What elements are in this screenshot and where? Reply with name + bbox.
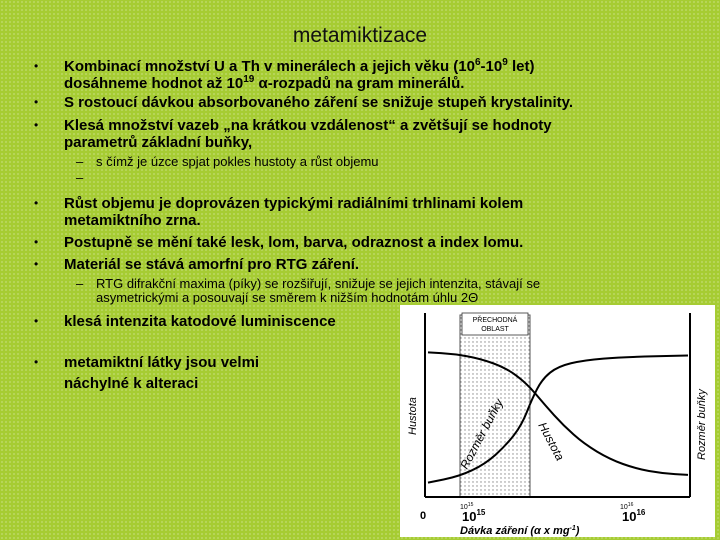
dash-marker: – <box>76 276 84 291</box>
x-tick-1: $10^{15}$ <box>462 508 486 524</box>
sub-item-text-line2: asymetrickými a posouvají se směrem k nižším hodnotám úhlu 2Θ <box>96 290 479 305</box>
bullet-marker: • <box>34 118 39 132</box>
bullet-text: Kombinací množství U a Th v minerálech a jejich věku ($10^6-10^9$ let) <box>64 57 535 75</box>
y-axis-label-left: Hustota <box>407 397 419 435</box>
sub-item-text: s čímž je úzce spjat pokles hustoty a růst objemu <box>96 154 379 169</box>
region-label-line1: PŘECHODNÁ <box>472 317 518 324</box>
bullet-text: S rostoucí dávkou absorbovaného záření se snižuje stupeň krystalinity. <box>64 94 574 111</box>
bullet-marker: • <box>34 355 39 369</box>
region-label-line2: OBLAST <box>481 326 509 333</box>
bullet-marker: • <box>34 257 39 271</box>
bullet-text-line2: parametrů základní buňky, <box>64 134 253 151</box>
metamictization-chart <box>400 305 715 537</box>
bullet-text: Materiál se stává amorfní pro RTG záření. <box>64 256 360 273</box>
bullet-text-line2: náchylné k alteraci <box>64 375 199 392</box>
series-label-density: Hustota <box>535 419 568 463</box>
bullet-marker: • <box>34 235 39 249</box>
bullet-text: Klesá množství vazeb „na krátkou vzdálenost“ a zvětšují se hodnoty <box>64 117 552 134</box>
bullet-marker: • <box>34 314 39 328</box>
axis-tick-label-2: $10^{16}$ <box>620 502 634 511</box>
bullet-text-line2: metamiktního zrna. <box>64 212 201 229</box>
series-label-cell: Rozměr buňky <box>457 396 506 472</box>
chart-svg <box>400 305 715 537</box>
axis-tick-label-1: $10^{15}$ <box>460 502 474 511</box>
dash-marker: – <box>76 170 84 185</box>
x-tick-2: $10^{16}$ <box>622 508 646 524</box>
bullet-text: Růst objemu je doprovázen typickými radiálními trhlinami kolem <box>64 195 524 212</box>
bullet-marker: • <box>34 59 39 73</box>
x-axis-label: Dávka záření (α x $mg^{-1}$) <box>460 525 580 537</box>
bullet-marker: • <box>34 95 39 109</box>
bullet-text: klesá intenzita katodové luminiscence <box>64 313 336 330</box>
bullet-text: metamiktní látky jsou velmi <box>64 354 260 371</box>
x-tick-0: 0 <box>420 510 427 522</box>
bullet-text-line2: dosáhneme hodnot až $10^{19}$ α-rozpadů na gram minerálů. <box>64 74 465 92</box>
sub-item-text: RTG difrakční maxima (píky) se rozšiřují, snižuje se jejich intenzita, stávají se <box>96 276 541 291</box>
y-axis-label-right: Rozměr buňky <box>696 389 708 460</box>
bullet-marker: • <box>34 196 39 210</box>
slide-title: metamiktizace <box>292 24 428 47</box>
dash-marker: – <box>76 154 84 169</box>
bullet-text: Postupně se mění také lesk, lom, barva, odraznost a index lomu. <box>64 234 524 251</box>
